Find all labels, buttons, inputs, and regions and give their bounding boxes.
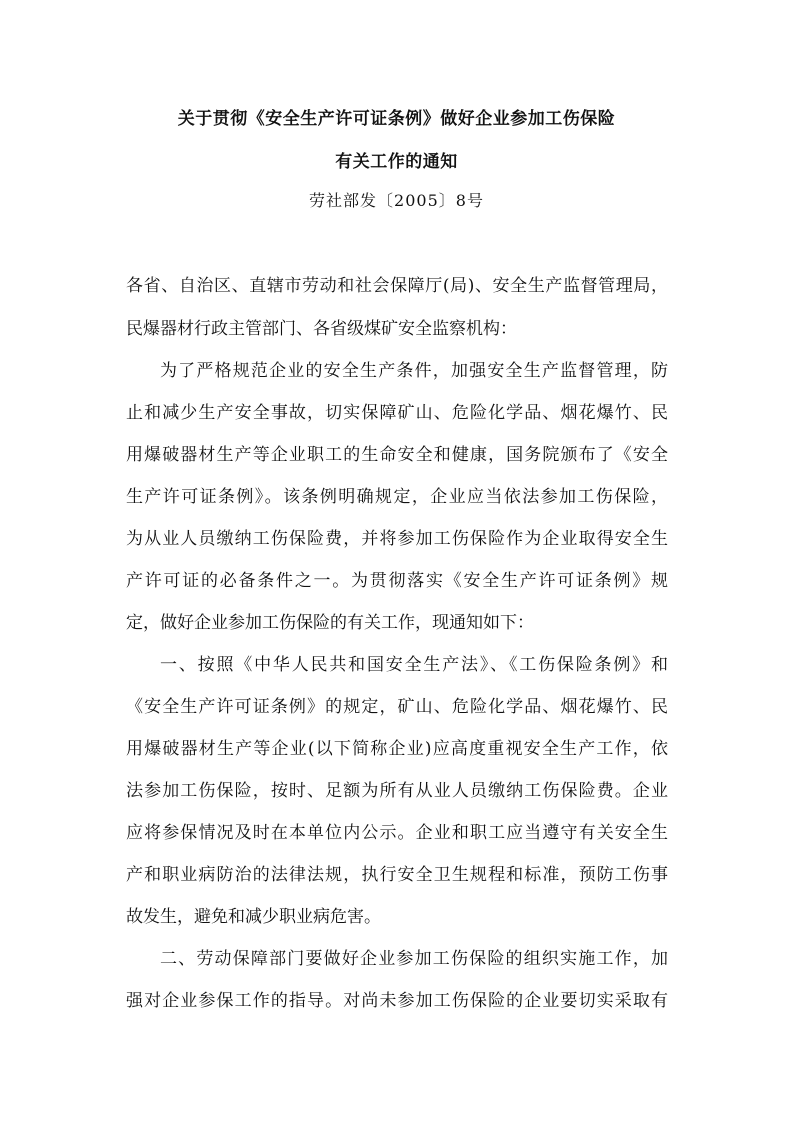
- addressee-line: 民爆器材行政主管部门、各省级煤矿安全监察机构：: [126, 319, 517, 339]
- paragraph-1-line: 生产许可证条例》。该条例明确规定，企业应当依法参加工伤保险，: [126, 487, 668, 507]
- document-title-line-2: 有关工作的通知: [335, 152, 458, 172]
- paragraph-2-line: 一、按照《中华人民共和国安全生产法》、《工伤保险条例》和: [160, 655, 668, 675]
- paragraph-2-line: 应将参保情况及时在本单位内公示。企业和职工应当遵守有关安全生: [126, 823, 668, 843]
- paragraph-1-line: 为从业人员缴纳工伤保险费，并将参加工伤保险作为企业取得安全生: [126, 529, 668, 549]
- paragraph-2-line: 产和职业病防治的法律法规，执行安全卫生规程和标准，预防工伤事: [126, 865, 668, 885]
- paragraph-1-line: 为了严格规范企业的安全生产条件，加强安全生产监督管理，防: [160, 361, 668, 381]
- paragraph-1-line: 定，做好企业参加工伤保险的有关工作，现通知如下：: [126, 613, 534, 633]
- document-title-line-1: 关于贯彻《安全生产许可证条例》做好企业参加工伤保险: [177, 109, 616, 129]
- paragraph-2-line: 用爆破器材生产等企业(以下简称企业)应高度重视安全生产工作，依: [126, 739, 668, 759]
- paragraph-3-line: 强对企业参保工作的指导。对尚未参加工伤保险的企业要切实采取有: [126, 991, 668, 1011]
- paragraph-3-line: 二、劳动保障部门要做好企业参加工伤保险的组织实施工作，加: [160, 949, 668, 969]
- paragraph-1-line: 止和减少生产安全事故，切实保障矿山、危险化学品、烟花爆竹、民: [126, 403, 668, 423]
- paragraph-2-line: 《安全生产许可证条例》的规定，矿山、危险化学品、烟花爆竹、民: [126, 697, 668, 717]
- document-number: 劳社部发〔2005〕8号: [309, 191, 484, 210]
- paragraph-2-line: 故发生，避免和减少职业病危害。: [126, 907, 381, 927]
- paragraph-1-line: 产许可证的必备条件之一。为贯彻落实《安全生产许可证条例》规: [126, 571, 668, 591]
- paragraph-2-line: 法参加工伤保险，按时、足额为所有从业人员缴纳工伤保险费。企业: [126, 781, 668, 801]
- addressee-line: 各省、自治区、直辖市劳动和社会保障厅(局)、安全生产监督管理局，: [126, 276, 668, 296]
- paragraph-1-line: 用爆破器材生产等企业职工的生命安全和健康，国务院颁布了《安全: [126, 445, 668, 465]
